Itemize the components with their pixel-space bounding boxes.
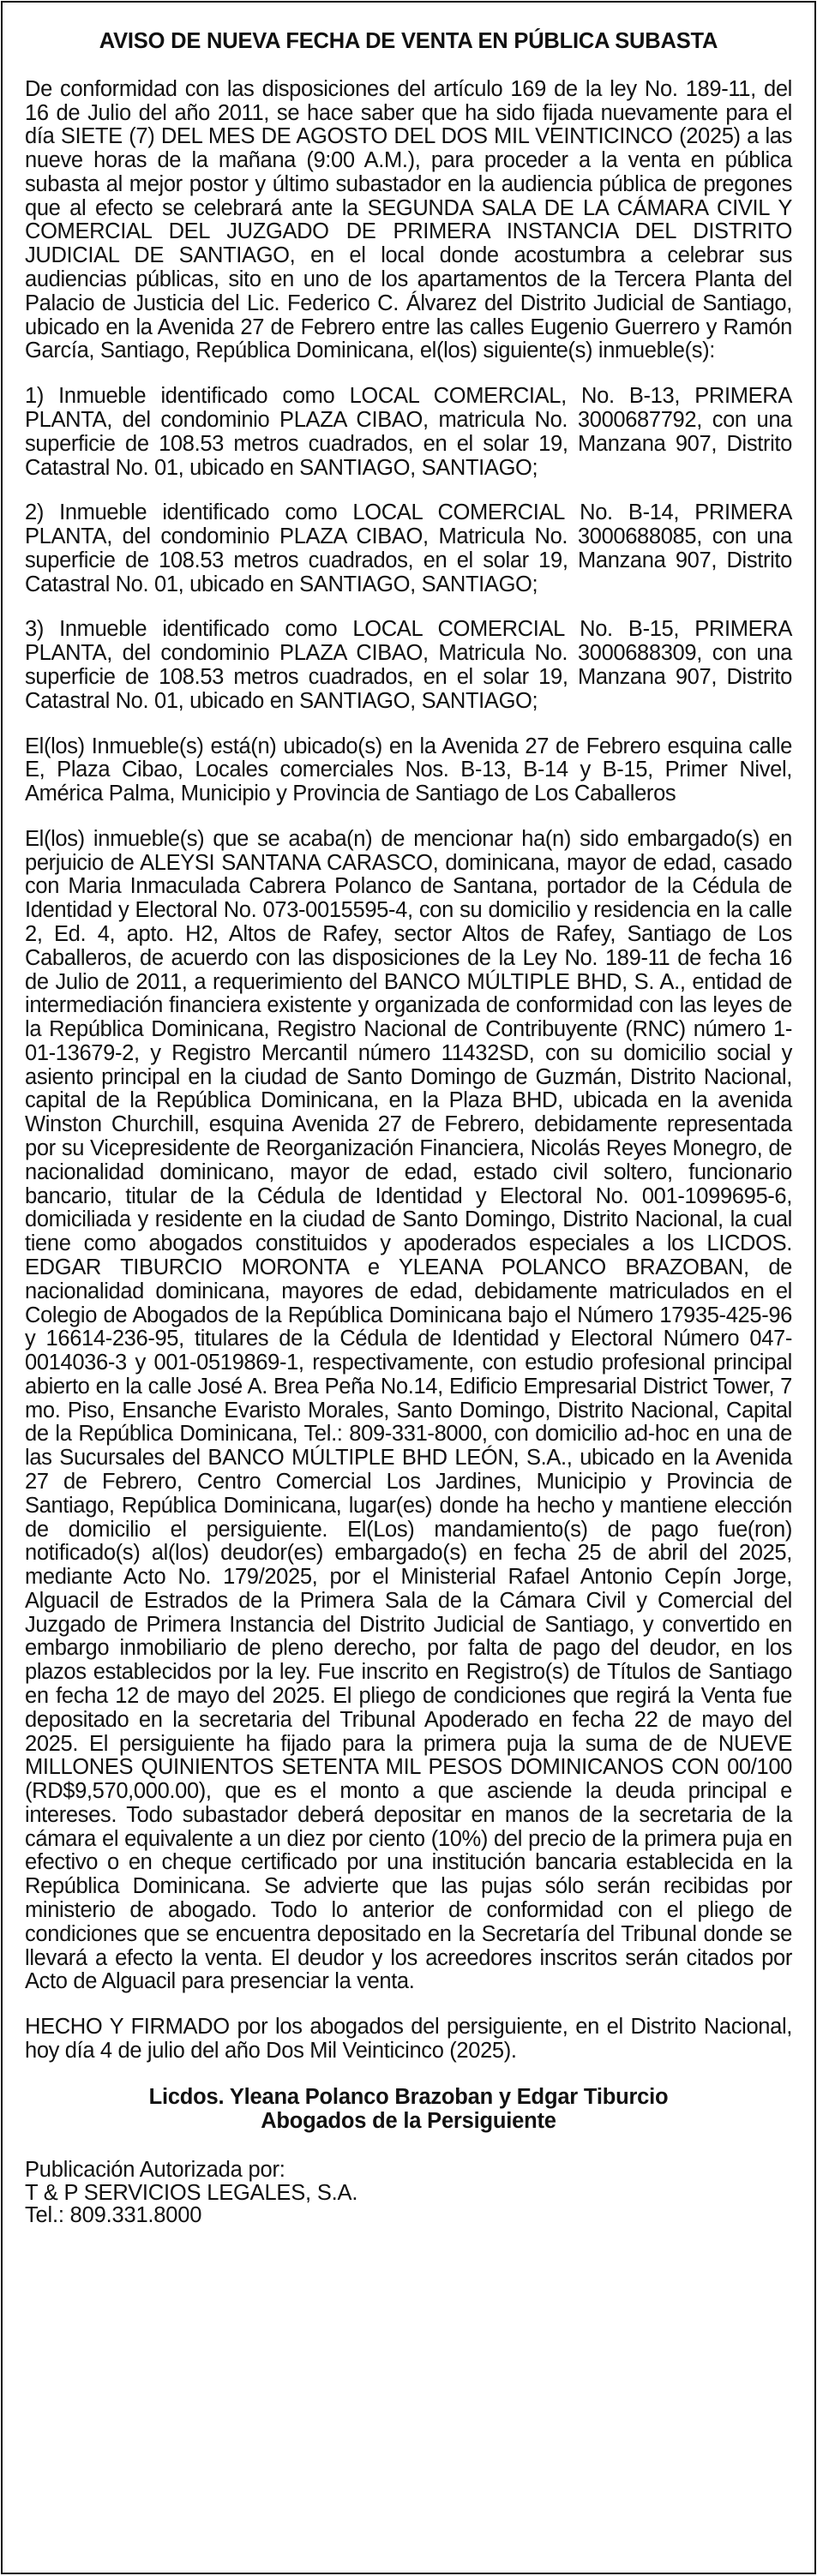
- notice-title: AVISO DE NUEVA FECHA DE VENTA EN PÚBLICA SUBASTA: [99, 29, 718, 53]
- signature-role: Abogados de la Persiguiente: [261, 2108, 556, 2133]
- publication-block: [25, 2159, 792, 2227]
- property-item-3: 3) Inmueble identificado como LOCAL COMERCIAL No. B-15, PRIMERA PLANTA, del condominio PLAZA CIBAO, Matricula No. 3000688309, con una superficie de 108.53 metros cuadrados, en el solar 19, Manzana 907, Distrito Catastral No. 01, ubicado en SANTIAGO, SANTIAGO;: [25, 617, 792, 713]
- publication-authorized: Publicación Autorizada por:: [25, 2157, 285, 2182]
- seizure-details-paragraph: El(los) inmueble(s) que se acaba(n) de mencionar ha(n) sido embargado(s) en perjuicio de ALEYSI SANTANA CARASCO, dominicana, mayor de edad, casado con Maria Inmaculada Cabrera Polanco de Santana, portador de la Cédula de Identidad y Electoral No. 073-0015595-4, con su domicilio y residencia en la calle 2, Ed. 4, apto. H2, Altos de Rafey, sector Altos de Rafey, Santiago de Los Caballeros, de acuerdo con las disposiciones de la Ley No. 189-11 de fecha 16 de Julio de 2011, a requerimiento del BANCO MÚLTIPLE BHD, S. A., entidad de intermediación financiera existente y organizada de conformidad con las leyes de la República Dominicana, Registro Nacional de Contribuyente (RNC) número 1-01-13679-2, y Registro Mercantil número 11432SD, con su domicilio social y asiento principal en la ciudad de Santo Domingo de Guzmán, Distrito Nacional, capital de la República Dominicana, en la Plaza BHD, ubicada en la avenida Winston Churchill, esquina Avenida 27 de Febrero, debidamente representada por su Vicepresidente de Reorganización Financiera, Nicolás Reyes Monegro, de nacionalidad dominicano, mayor de edad, estado civil soltero, funcionario bancario, titular de la Cédula de Identidad y Electoral No. 001-1099695-6, domiciliada y residente en la ciudad de Santo Domingo, Distrito Nacional, la cual tiene como abogados constituidos y apoderados especiales a los LICDOS. EDGAR TIBURCIO MORONTA e YLEANA POLANCO BRAZOBAN, de nacionalidad dominicana, mayores de edad, debidamente matriculados en el Colegio de Abogados de la República Dominicana bajo el Número 17935-425-96 y 16614-236-95, titulares de la Cédula de Identidad y Electoral Número 047-0014036-3 y 001-0519869-1, respectivamente, con estudio profesional principal abierto en la calle José A. Brea Peña No.14, Edificio Empresarial District Tower, 7 mo. Piso, Ensanche Evaristo Morales, Santo Domingo, Distrito Nacional, Capital de la República Dominicana, Tel.: 809-331-8000, con domicilio ad-hoc en una de las Sucursales del BANCO MÚLTIPLE BHD LEÓN, S.A., ubicado en la Avenida 27 de Febrero, Centro Comercial Los Jardines, Municipio y Provincia de Santiago, República Dominicana, lugar(es) donde ha hecho y mantiene elección de domicilio el persiguiente. El(Los) mandamiento(s) de pago fue(ron) notificado(s) al(los) deudor(es) embargado(s) en fecha 25 de abril del 2025, mediante Acto No. 179/2025, por el Ministerial Rafael Antonio Cepín Jorge, Alguacil de Estrados de la Primera Sala de la Cámara Civil y Comercial del Juzgado de Primera Instancia del Distrito Judicial de Santiago, y convertido en embargo inmobiliario de pleno derecho, por falta de pago del deudor, en los plazos establecidos por la ley. Fue inscrito en Registro(s) de Títulos de Santiago en fecha 12 de mayo del 2025. El pliego de condiciones que regirá la Venta fue depositado en la secretaria del Tribunal Apoderado en fecha 22 de mayo del 2025. El persiguiente ha fijado para la primera puja la suma de de NUEVE MILLONES QUINIENTOS SETENTA MIL PESOS DOMINICANOS CON 00/100 (RD$9,570,000.00), que es el monto a que asciende la deuda principal e intereses. Todo subastador deberá depositar en manos de la secretaria de la cámara el equivalente a un diez por ciento (10%) del precio de la primera puja en efectivo o en cheque certificado por una institución bancaria establecida en la República Dominicana. Se advierte que las pujas sólo serán recibidas por ministerio de abogado. Todo lo anterior de conformidad con el pliego de condiciones que se encuentra depositado en la Secretaría del Tribunal donde se llevará a efecto la venta. El deudor y los acreedores inscritos serán citados por Acto de Alguacil para presenciar la venta.: [25, 826, 792, 1994]
- property-item-2: 2) Inmueble identificado como LOCAL COMERCIAL No. B-14, PRIMERA PLANTA, del condominio PLAZA CIBAO, Matricula No. 3000688085, con una superficie de 108.53 metros cuadrados, en el solar 19, Manzana 907, Distrito Catastral No. 01, ubicado en SANTIAGO, SANTIAGO;: [25, 500, 792, 596]
- signature-names: Licdos. Yleana Polanco Brazoban y Edgar Tiburcio: [148, 2084, 669, 2109]
- signature-block: [25, 2085, 792, 2133]
- location-paragraph: El(los) Inmueble(s) está(n) ubicado(s) en la Avenida 27 de Febrero esquina calle E, Plaza Cibao, Locales comerciales Nos. B-13, B-14 y B-15, Primer Nivel, América Palma, Municipio y Provincia de Santiago de Los Caballeros: [25, 734, 792, 806]
- legal-notice: [1, 1, 816, 2574]
- property-item-1: 1) Inmueble identificado como LOCAL COMERCIAL, No. B-13, PRIMERA PLANTA, del condominio PLAZA CIBAO, matricula No. 3000687792, con una superficie de 108.53 metros cuadrados, en el solar 19, Manzana 907, Distrito Catastral No. 01, ubicado en SANTIAGO, SANTIAGO;: [25, 384, 792, 480]
- publication-phone: Tel.: 809.331.8000: [25, 2203, 202, 2228]
- publication-company: T & P SERVICIOS LEGALES, S.A.: [25, 2180, 358, 2205]
- intro-paragraph: De conformidad con las disposiciones del artículo 169 de la ley No. 189-11, del 16 de Julio del año 2011, se hace saber que ha sido fijada nuevamente para el día SIETE (7) DEL MES DE AGOSTO DEL DOS MIL VEINTICINCO (2025) a las nueve horas de la mañana (9:00 A.M.), para proceder a la venta en pública subasta al mejor postor y último subastador en la audiencia pública de pregones que al efecto se celebrará ante la SEGUNDA SALA DE LA CÁMARA CIVIL Y COMERCIAL DEL JUZGADO DE PRIMERA INSTANCIA DEL DISTRITO JUDICIAL DE SANTIAGO, en el local donde acostumbra a celebrar sus audiencias públicas, sito en uno de los apartamentos de la Tercera Planta del Palacio de Justicia del Lic. Federico C. Álvarez del Distrito Judicial de Santiago, ubicado en la Avenida 27 de Febrero entre las calles Eugenio Guerrero y Ramón García, Santiago, República Dominicana, el(los) siguiente(s) inmueble(s):: [25, 76, 792, 363]
- closing-paragraph: HECHO Y FIRMADO por los abogados del persiguiente, en el Distrito Nacional, hoy día 4 de julio del año Dos Mil Veinticinco (2025).: [25, 2015, 792, 2063]
